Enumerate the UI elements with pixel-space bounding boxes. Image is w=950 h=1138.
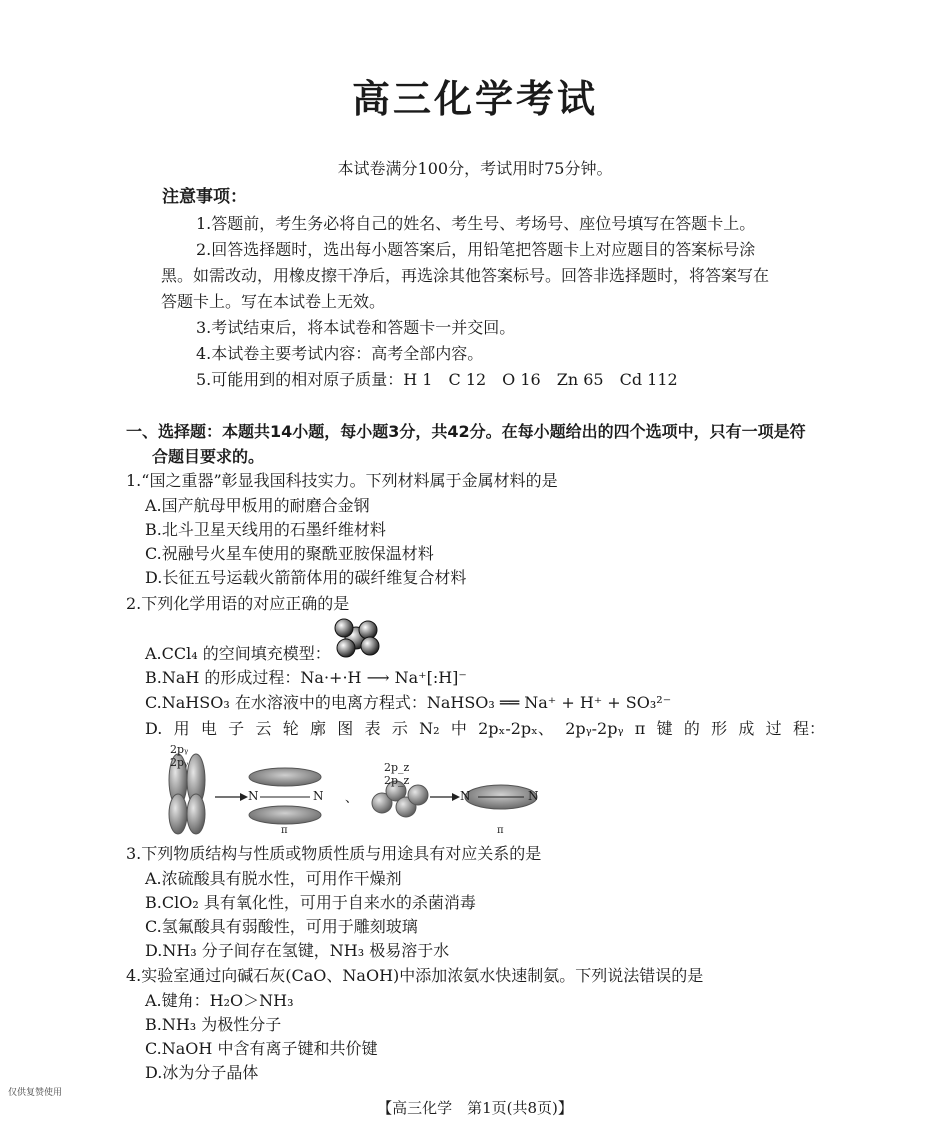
q2-d-part: 2pᵧ-2pᵧ [565, 719, 624, 738]
q2-stem: 2.下列化学用语的对应正确的是 [126, 594, 350, 613]
q2-option-a: A.CCl₄ 的空间填充模型： [145, 644, 331, 663]
q1-stem: 1.“国之重器”彰显我国科技实力。下列材料属于金属材料的是 [126, 471, 558, 490]
q3-stem: 3.下列物质结构与性质或物质性质与用途具有对应关系的是 [126, 844, 542, 863]
side-note: 仅供复赞使用 [8, 1088, 63, 1098]
q4-option-a: A.键角：H₂O＞NH₃ [145, 991, 294, 1010]
q2-d-part: 轮 [282, 719, 299, 738]
q2-d-part: 2pₓ-2pₓ、 [478, 719, 554, 738]
q3-option-d: D.NH₃ 分子间存在氢键，NH₃ 极易溶于水 [145, 941, 450, 960]
q2-d-part: 电 [200, 719, 217, 738]
q4-option-b: B.NH₃ 为极性分子 [145, 1015, 282, 1034]
q2-option-d [145, 718, 825, 740]
q4-stem: 4.实验室通过向碱石灰(CaO、NaOH)中添加浓氨水快速制氨。下列说法错误的是 [126, 966, 704, 985]
q1-option-a: A.国产航母甲板用的耐磨合金钢 [145, 496, 370, 515]
q1-option-c: C.祝融号火星车使用的聚酰亚胺保温材料 [145, 544, 434, 563]
py-label: 2pᵧ 2pᵧ [170, 743, 189, 769]
q2-d-part: 示 [391, 719, 408, 738]
q2-d-part: 云 [255, 719, 272, 738]
note-2-line-1: 2.回答选择题时，选出每小题答案后，用铅笔把答题卡上对应题目的答案标号涂 [196, 240, 756, 259]
pz-label: 2p_z 2p_z [384, 761, 410, 787]
q2-d-part: 过 [765, 719, 782, 738]
notes-heading: 注意事项： [162, 187, 247, 207]
q2-d-part: 图 [337, 719, 354, 738]
exam-intro: 本试卷满分100分，考试用时75分钟。 [337, 159, 613, 178]
n-label: N [248, 789, 259, 803]
pi-label: π [281, 825, 288, 836]
q1-option-b: B.北斗卫星天线用的石墨纤维材料 [145, 520, 386, 539]
n-label: N [528, 789, 539, 803]
q2-d-part: 键 [656, 719, 673, 738]
q2-d-part: 成 [738, 719, 755, 738]
note-3: 3.考试结束后，将本试卷和答题卡一并交回。 [196, 318, 516, 337]
q4-option-d: D.冰为分子晶体 [145, 1063, 259, 1082]
q4-option-c: C.NaOH 中含有离子键和共价键 [145, 1039, 378, 1058]
q2-d-part: N₂ [419, 719, 440, 738]
q2-option-c: C.NaHSO₃ 在水溶液中的电离方程式：NaHSO₃ ══ Na⁺ + H⁺ + SO₃²⁻ [145, 693, 672, 712]
q3-option-b: B.ClO₂ 具有氧化性，可用于自来水的杀菌消毒 [145, 893, 476, 912]
q2-d-part: 的 [683, 719, 700, 738]
q1-option-d: D.长征五号运载火箭箭体用的碳纤维复合材料 [145, 568, 467, 587]
separator: 、 [345, 791, 359, 806]
page-title: 高三化学考试 [351, 77, 598, 121]
page-footer: 【高三化学 第1页(共8页)】 [377, 1099, 573, 1117]
section-heading-line-1: 一、选择题：本题共14小题，每小题3分，共42分。在每小题给出的四个选项中，只有一项是符 [126, 422, 806, 441]
q2-d-part: 用 [173, 719, 190, 738]
q2-d-part: π [634, 719, 646, 738]
q2-option-b: B.NaH 的形成过程：Na·+·H ⟶ Na⁺[:H]⁻ [145, 668, 467, 687]
n-label: N [313, 789, 324, 803]
q2-d-part: 子 [228, 719, 245, 738]
n-label: N [460, 789, 471, 803]
section-heading-line-2: 合题目要求的。 [152, 447, 265, 466]
pi-label: π [497, 825, 504, 836]
q2-d-part: 程： [792, 719, 825, 738]
note-4: 4.本试卷主要考试内容：高考全部内容。 [196, 344, 484, 363]
note-1: 1.答题前，考生务必将自己的姓名、考生号、考场号、座位号填写在答题卡上。 [196, 214, 756, 233]
q2-d-part: 表 [364, 719, 381, 738]
q2-d-part: 廓 [310, 719, 327, 738]
note-2-line-3: 答题卡上。写在本试卷上无效。 [161, 292, 386, 311]
q2-d-part: 中 [450, 719, 467, 738]
note-5: 5.可能用到的相对原子质量：H 1 C 12 O 16 Zn 65 Cd 112 [196, 370, 678, 389]
ccl4-model-image [330, 616, 382, 660]
q3-option-c: C.氢氟酸具有弱酸性，可用于雕刻玻璃 [145, 917, 418, 936]
note-2-line-2: 黑。如需改动，用橡皮擦干净后，再选涂其他答案标号。回答非选择题时，将答案写在 [161, 266, 770, 285]
q2-d-part: 形 [711, 719, 728, 738]
q3-option-a: A.浓硫酸具有脱水性，可用作干燥剂 [145, 869, 402, 888]
q2-d-part: D. [145, 719, 163, 738]
